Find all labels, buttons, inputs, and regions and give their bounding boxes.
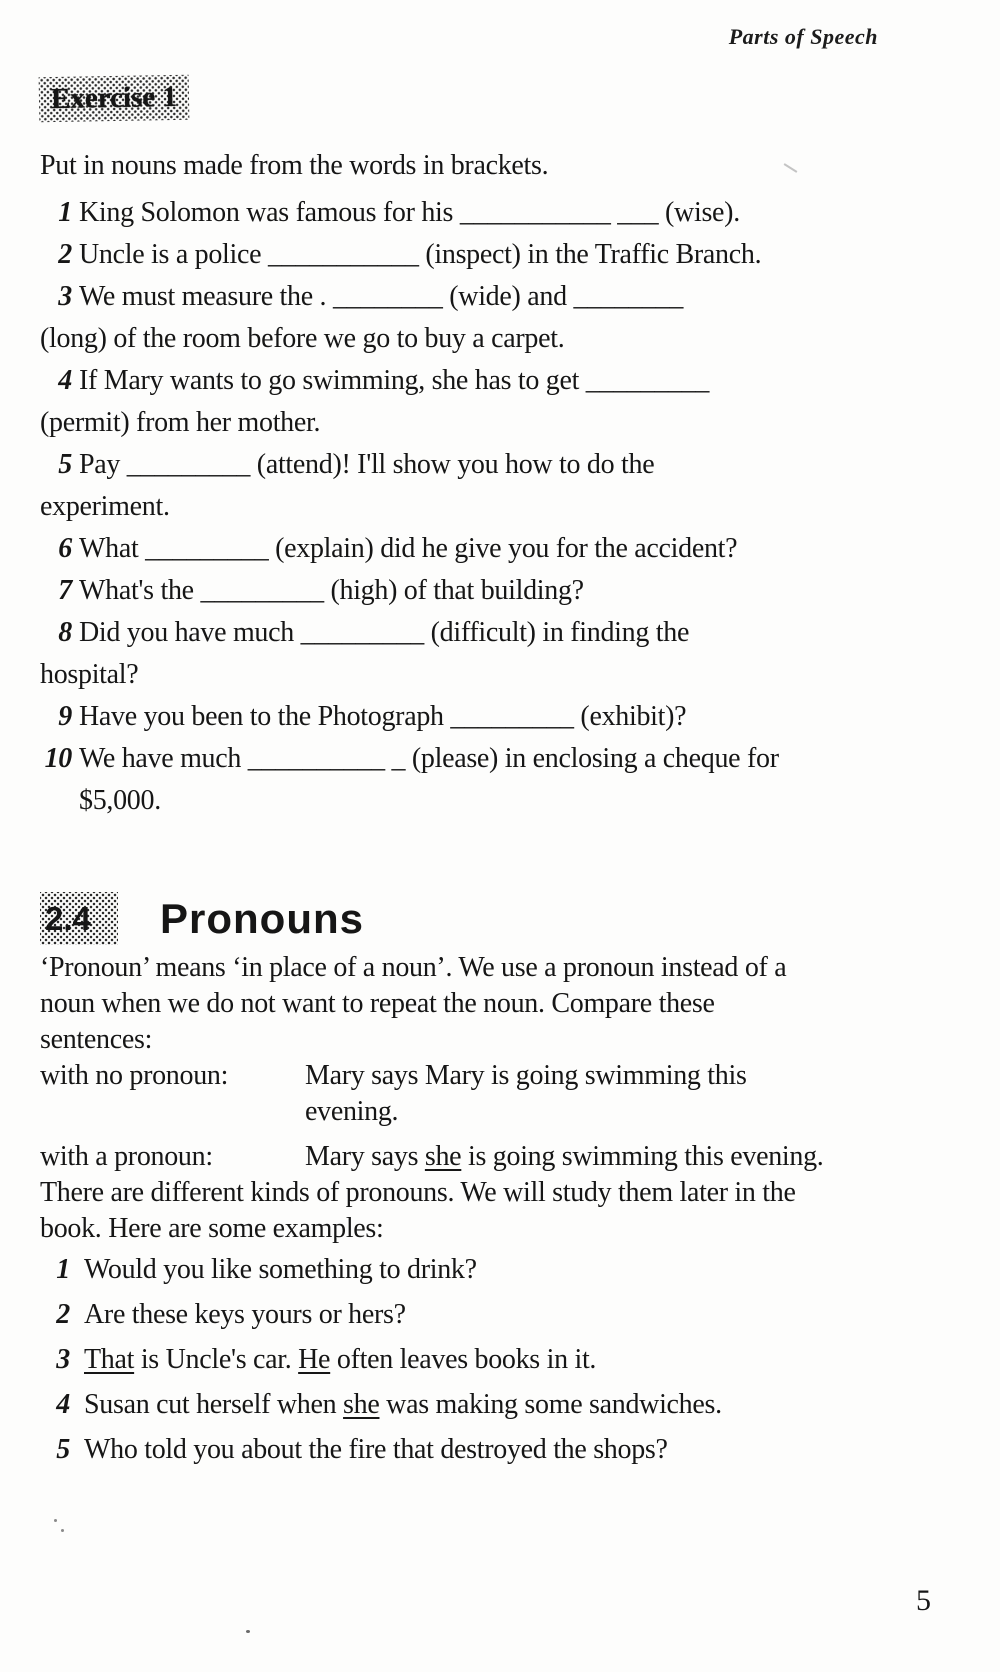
item-text: (long) of the room before we go to buy a carpet.: [40, 323, 565, 354]
compare-content: [305, 1058, 747, 1130]
page-number: 5: [916, 1584, 931, 1617]
compare-label: with no pronoun:: [40, 1060, 229, 1091]
item-number: 7: [58, 575, 72, 606]
item-number: 4: [56, 1389, 70, 1420]
exercise-list: [40, 192, 970, 822]
exercise-1-heading: Exercise 1: [39, 75, 190, 123]
item-number: 9: [58, 701, 72, 732]
exercise-item-6: [40, 528, 970, 570]
item-text: Pay _________ (attend)! I'll show you how to do the: [79, 449, 655, 480]
item-text: Have you been to the Photograph _________ (exhibit)?: [79, 701, 687, 732]
exercise-item-10: [40, 738, 970, 780]
item-text: What's the _________ (high) of that building?: [79, 575, 584, 606]
example-item-5: [40, 1427, 970, 1472]
exercise-item-2: [40, 234, 970, 276]
exercise-item-10-continuation: [40, 780, 970, 822]
item-text: We have much __________ _ (please) in enclosing a cheque for: [79, 743, 779, 774]
item-text: Are these keys yours or hers?: [84, 1299, 406, 1330]
section-title: Pronouns: [160, 894, 364, 942]
pronoun-examples-list: [40, 1247, 970, 1472]
example-item-1: [40, 1247, 970, 1292]
item-text: Who told you about the fire that destroyed the shops?: [84, 1434, 668, 1465]
item-number: 2: [56, 1299, 70, 1330]
exercise-instructions: Put in nouns made from the words in brackets.: [40, 150, 549, 181]
scan-artifact: [784, 163, 798, 173]
item-text: What _________ (explain) did he give you for the accident?: [79, 533, 738, 564]
compare-row-no-pronoun: [40, 1058, 970, 1130]
exercise-item-3-continuation: [40, 318, 970, 360]
item-text-segment: is Uncle's car.: [134, 1344, 299, 1375]
exercise-item-4: [40, 360, 970, 402]
item-number: 8: [58, 617, 72, 648]
pronouns-body: [40, 950, 970, 1247]
example-item-4: [40, 1382, 970, 1427]
scan-speckle: [54, 1519, 57, 1522]
item-number: 4: [58, 365, 72, 396]
item-text: Did you have much _________ (difficult) in finding the: [79, 617, 690, 648]
exercise-item-8-continuation: [40, 654, 970, 696]
exercise-item-5-continuation: [40, 486, 970, 528]
item-number: 1: [56, 1254, 70, 1285]
item-number: 3: [56, 1344, 70, 1375]
item-number: 5: [56, 1434, 70, 1465]
item-text: [84, 1337, 596, 1382]
underlined-pronoun: He: [298, 1344, 331, 1375]
paragraph-line: sentences:: [40, 1024, 153, 1055]
item-text: $5,000.: [79, 785, 161, 816]
compare-content: [305, 1139, 824, 1175]
item-text: (permit) from her mother.: [40, 407, 321, 438]
compare-text: Mary says: [305, 1141, 425, 1172]
compare-line: evening.: [305, 1096, 399, 1127]
exercise-item-9: [40, 696, 970, 738]
paragraph-line: ‘Pronoun’ means ‘in place of a noun’. We use a pronoun instead of a: [40, 952, 787, 983]
example-item-2: [40, 1292, 970, 1337]
compare-line: Mary says Mary is going swimming this: [305, 1060, 747, 1091]
item-text: Uncle is a police ___________ (inspect) in the Traffic Branch.: [79, 239, 762, 270]
exercise-item-3: [40, 276, 970, 318]
exercise-item-1: [40, 192, 970, 234]
exercise-item-5: [40, 444, 970, 486]
item-text-segment: often leaves books in it.: [330, 1344, 597, 1375]
compare-label: with a pronoun:: [40, 1141, 213, 1172]
underlined-pronoun: she: [343, 1389, 380, 1420]
item-text: King Solomon was famous for his ___________ ___ (wise).: [79, 197, 740, 228]
scan-speckle: [246, 1630, 250, 1633]
example-item-3: [40, 1337, 970, 1382]
item-number: 1: [58, 197, 72, 228]
underlined-pronoun: That: [84, 1344, 135, 1375]
item-text: Would you like something to drink?: [84, 1254, 477, 1285]
item-number: 6: [58, 533, 72, 564]
item-number: 2: [58, 239, 72, 270]
item-text: We must measure the . ________ (wide) and ________: [79, 281, 684, 312]
paragraph-line: There are different kinds of pronouns. We will study them later in the: [40, 1177, 796, 1208]
item-number: 10: [44, 743, 72, 774]
section-heading-2-4: [40, 892, 364, 945]
paragraph-line: noun when we do not want to repeat the noun. Compare these: [40, 988, 715, 1019]
exercise-item-7: [40, 570, 970, 612]
scan-speckle: [61, 1529, 64, 1532]
item-text-segment: Susan cut herself when: [84, 1389, 344, 1420]
paragraph-line: book. Here are some examples:: [40, 1213, 384, 1244]
running-header: Parts of Speech: [728, 24, 878, 49]
item-text-segment: was making some sandwiches.: [379, 1389, 722, 1420]
item-number: 5: [58, 449, 72, 480]
item-text: experiment.: [40, 491, 170, 522]
item-number: 3: [58, 281, 72, 312]
item-text: If Mary wants to go swimming, she has to get _________: [79, 365, 710, 396]
compare-row-with-pronoun: [40, 1139, 970, 1175]
underlined-pronoun: she: [424, 1141, 462, 1172]
exercise-item-8: [40, 612, 970, 654]
compare-text: is going swimming this evening.: [461, 1141, 824, 1172]
item-text: [84, 1382, 722, 1427]
exercise-item-4-continuation: [40, 402, 970, 444]
section-number-badge: 2.4: [40, 892, 118, 945]
item-text: hospital?: [40, 659, 139, 690]
